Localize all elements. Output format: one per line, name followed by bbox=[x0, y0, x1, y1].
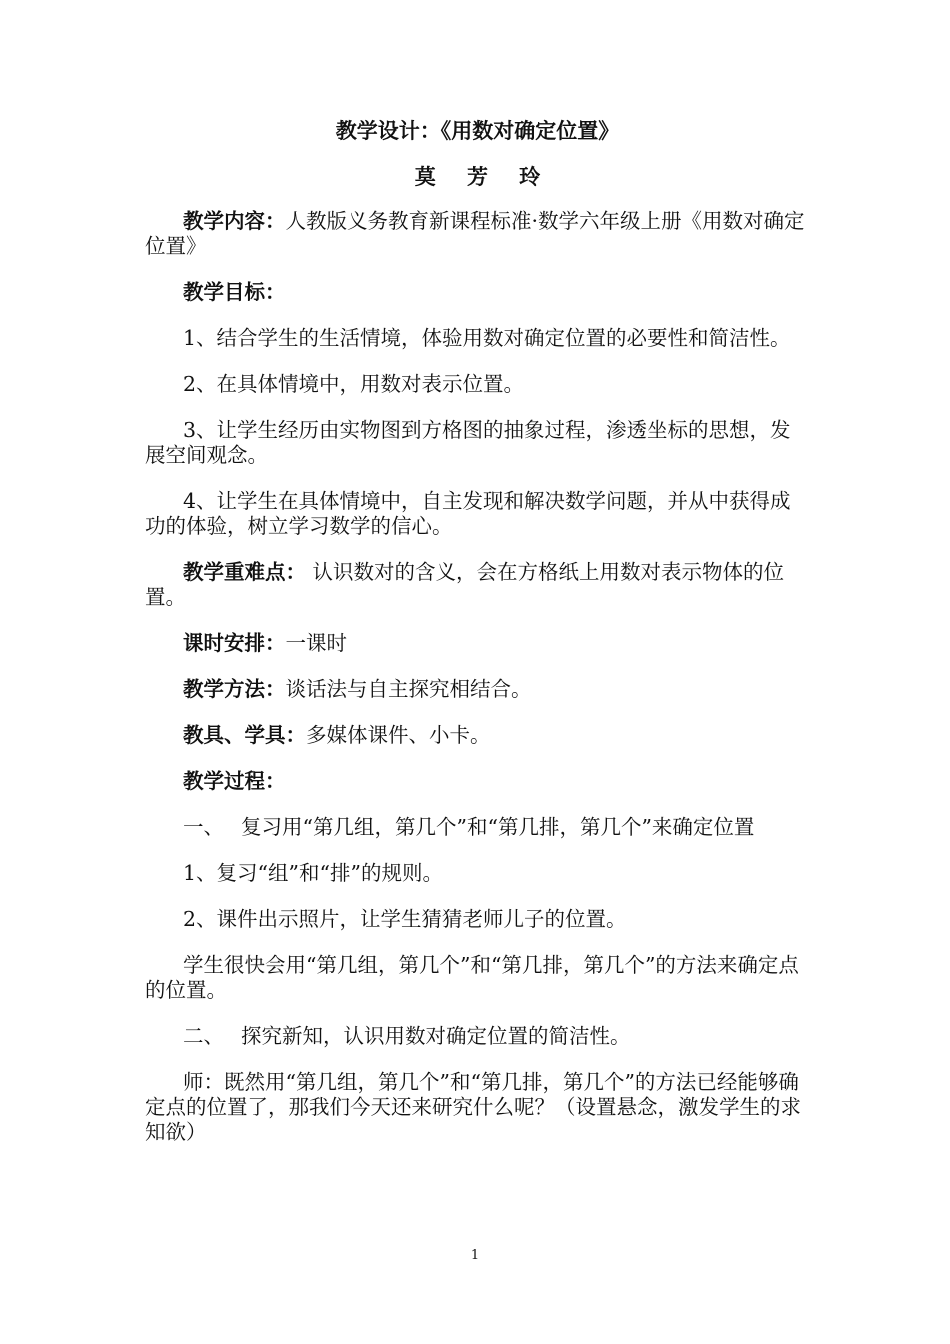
goal-1: 1、结合学生的生活情境，体验用数对确定位置的必要性和简洁性。 bbox=[183, 326, 791, 350]
document-author: 莫 芳 玲 bbox=[414, 164, 553, 189]
section-2-text: 探究新知，认识用数对确定位置的简洁性。 bbox=[241, 1024, 631, 1048]
tools-text: 多媒体课件、小卡。 bbox=[306, 723, 491, 747]
process-label: 教学过程： bbox=[183, 769, 286, 793]
goal-4: 4、让学生在具体情境中，自主发现和解决数学问题，并从中获得成功的体验，树立学习数学的信心。 bbox=[145, 489, 791, 538]
section-2-heading bbox=[145, 1024, 810, 1049]
teacher-paragraph: 师：既然用“第几组，第几个”和“第几排，第几个”的方法已经能够确定点的位置了，那我们今天还来研究什么呢？（设置悬念，激发学生的求知欲） bbox=[145, 1070, 801, 1144]
section-1-number: 一、 bbox=[183, 815, 224, 839]
document-title: 教学设计：《用数对确定位置》 bbox=[335, 118, 620, 143]
goals-heading bbox=[145, 280, 810, 305]
step-2: 2、课件出示照片，让学生猜猜老师儿子的位置。 bbox=[183, 907, 627, 931]
process-heading bbox=[145, 769, 810, 794]
content-label: 教学内容： bbox=[183, 209, 286, 233]
method-label: 教学方法： bbox=[183, 677, 286, 701]
goal-2: 2、在具体情境中，用数对表示位置。 bbox=[183, 372, 525, 396]
step-1: 1、复习“组”和“排”的规则。 bbox=[183, 861, 443, 885]
key-points-paragraph bbox=[145, 560, 810, 610]
tools-paragraph bbox=[145, 723, 810, 748]
section-1-text: 复习用“第几组，第几个”和“第几排，第几个”来确定位置 bbox=[241, 815, 755, 839]
schedule-text: 一课时 bbox=[285, 631, 347, 655]
page-number: 1 bbox=[470, 1248, 480, 1263]
step-3: 学生很快会用“第几组，第几个”和“第几排，第几个”的方法来确定点的位置。 bbox=[145, 953, 799, 1002]
content-paragraph bbox=[145, 209, 810, 259]
key-points-text: 认识数对的含义，会在方格纸上用数对表示物体的位置。 bbox=[145, 560, 785, 609]
method-text: 谈话法与自主探究相结合。 bbox=[285, 677, 532, 701]
section-1-heading bbox=[145, 815, 810, 840]
goal-3: 3、让学生经历由实物图到方格图的抽象过程，渗透坐标的思想，发展空间观念。 bbox=[145, 418, 791, 467]
schedule-paragraph bbox=[145, 631, 810, 656]
key-points-label: 教学重难点： bbox=[183, 560, 306, 584]
goals-label: 教学目标： bbox=[183, 280, 286, 304]
content-text: 人教版义务教育新课程标准·数学六年级上册《用数对确定位置》 bbox=[145, 209, 805, 258]
document-body bbox=[145, 118, 810, 1166]
method-paragraph bbox=[145, 677, 810, 702]
section-2-number: 二、 bbox=[183, 1024, 224, 1048]
tools-label: 教具、学具： bbox=[183, 723, 306, 747]
schedule-label: 课时安排： bbox=[183, 631, 286, 655]
